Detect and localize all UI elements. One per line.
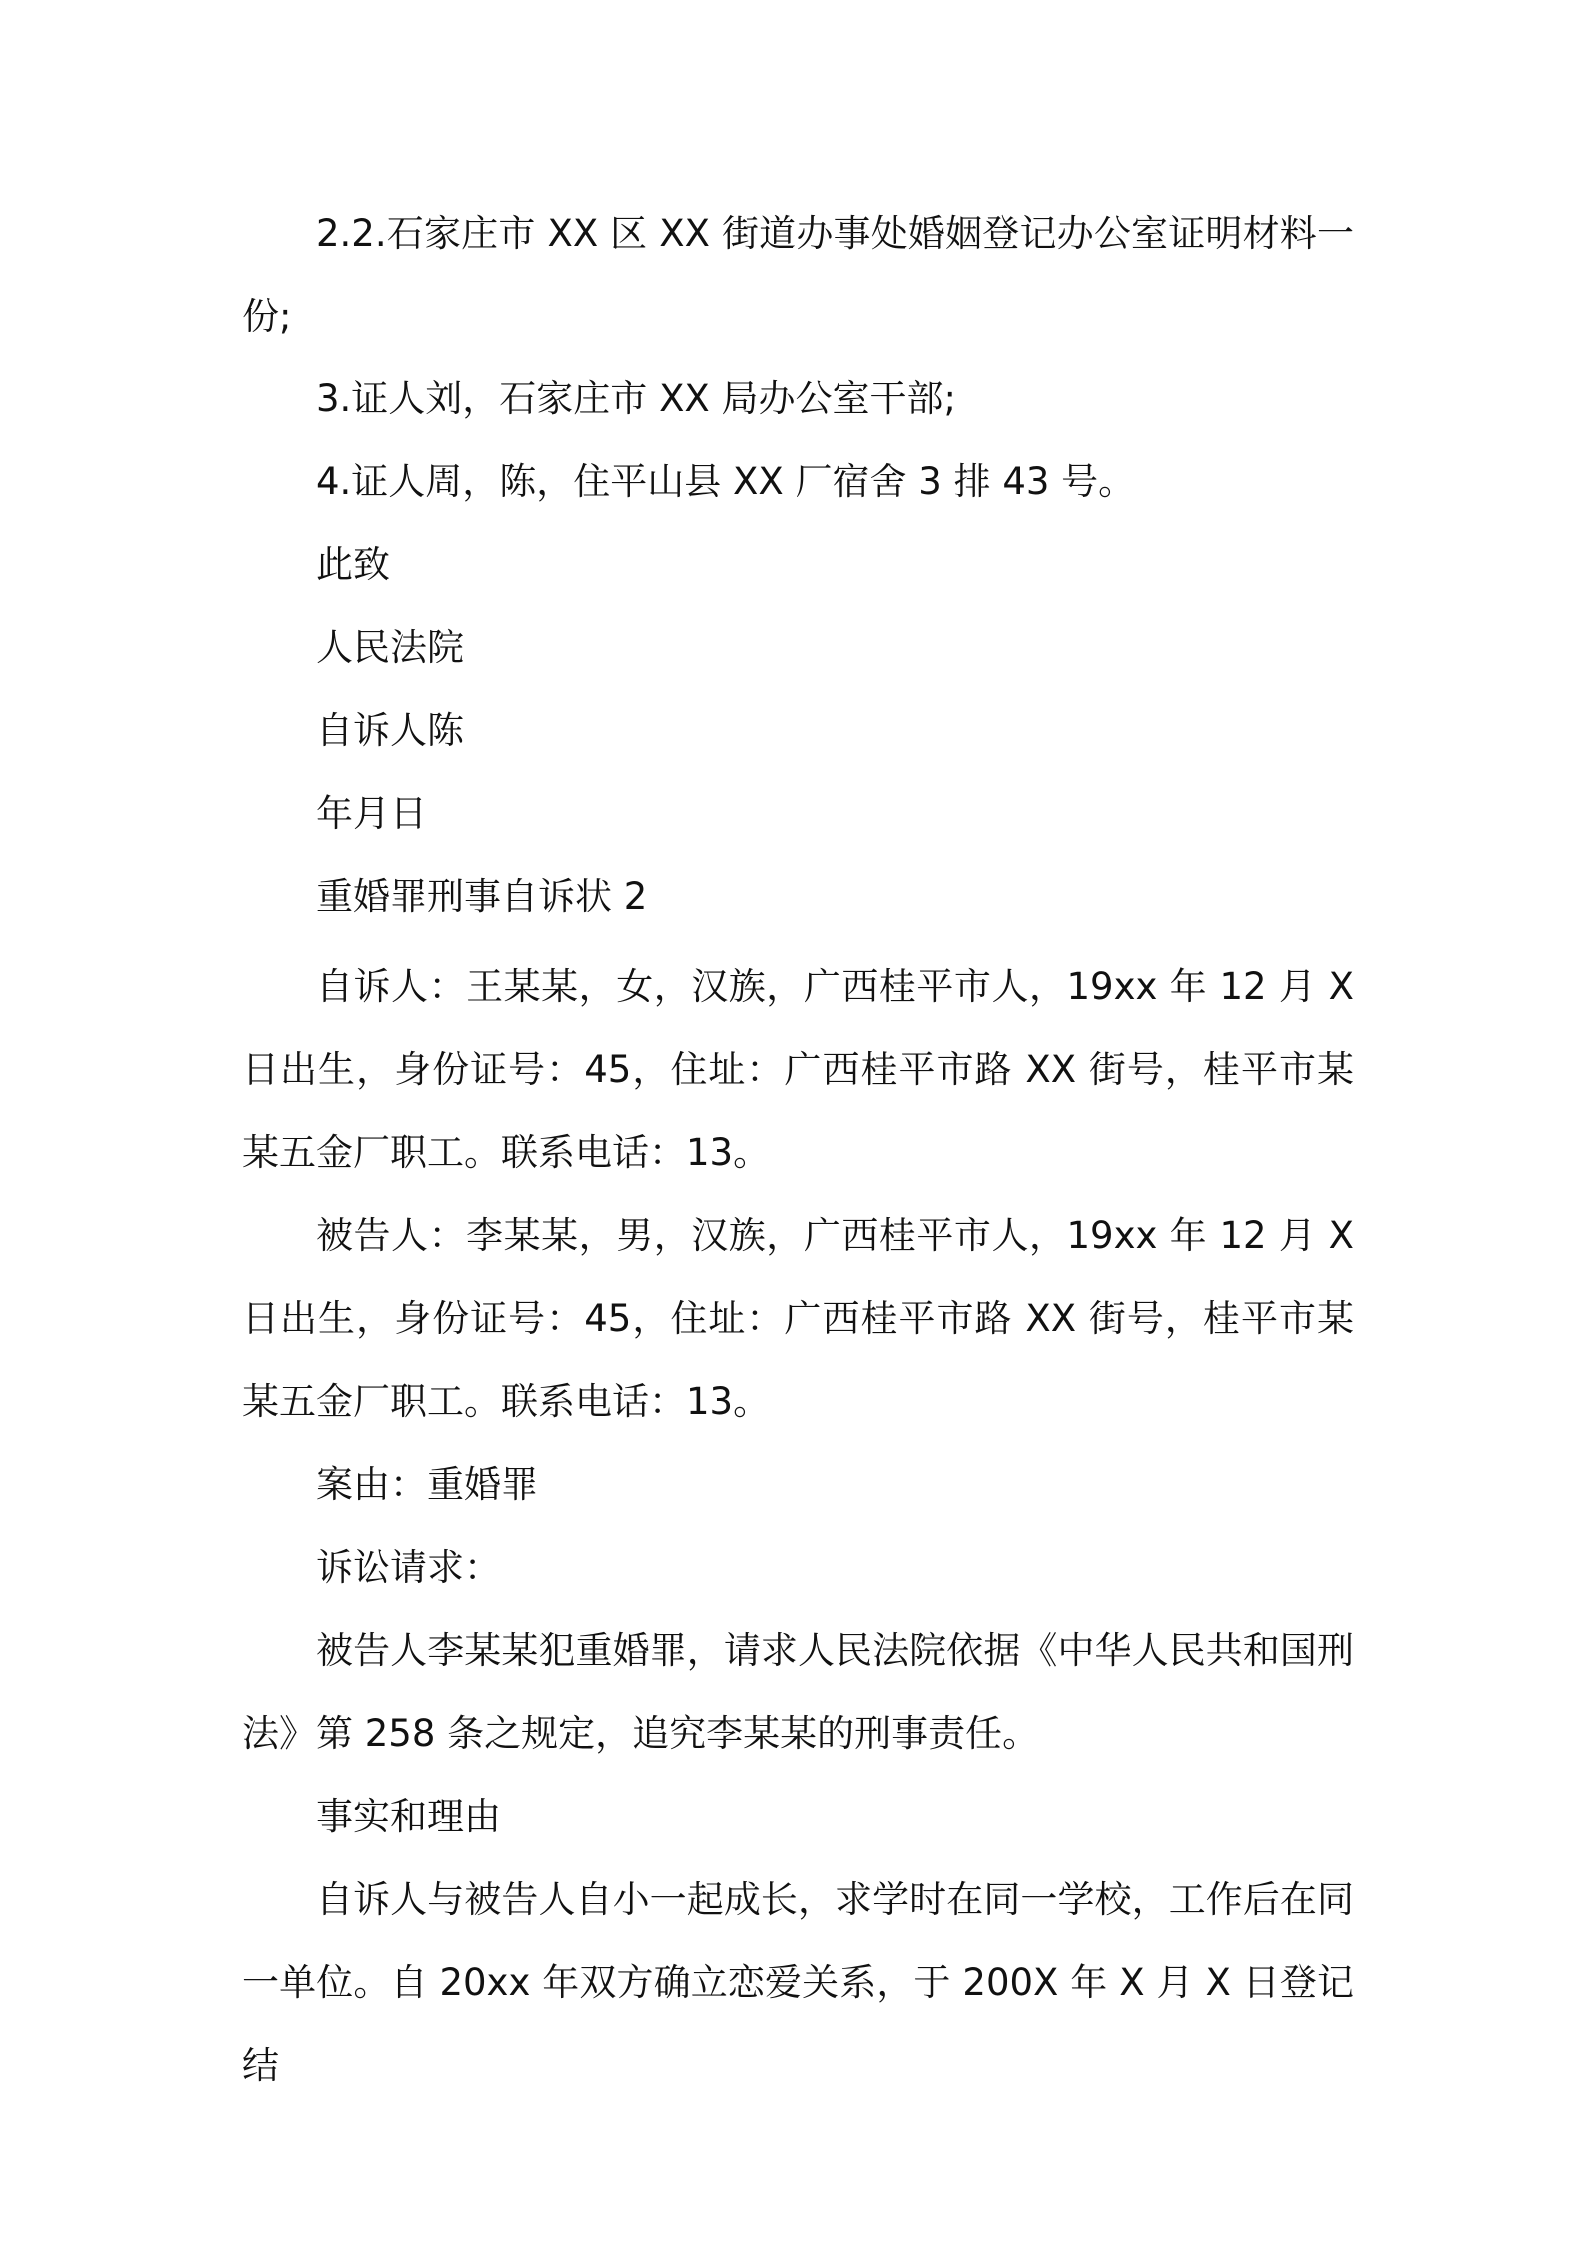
recipient-court: 人民法院 bbox=[316, 626, 464, 669]
evidence-item-3: 3.证人刘，石家庄市 XX 局办公室干部; bbox=[316, 377, 956, 420]
claims-text: 被告人李某某犯重婚罪，请求人民法院依据《中华人民共和国刑法》第 258 条之规定，追究李某某的刑事责任。 bbox=[242, 1629, 1354, 1755]
evidence-item-2: 2.2.石家庄市 XX 区 XX 街道办事处婚姻登记办公室证明材料一份; bbox=[242, 212, 1354, 338]
case-cause: 案由：重婚罪 bbox=[316, 1463, 538, 1506]
claims-heading: 诉讼请求： bbox=[316, 1546, 501, 1589]
signature-plaintiff: 自诉人陈 bbox=[316, 709, 464, 752]
signature-date: 年月日 bbox=[316, 792, 427, 835]
evidence-item-4: 4.证人周，陈，住平山县 XX 厂宿舍 3 排 43 号。 bbox=[316, 460, 1136, 503]
document-section-title: 重婚罪刑事自诉状 2 bbox=[316, 875, 648, 918]
facts-heading: 事实和理由 bbox=[316, 1795, 501, 1838]
facts-text: 自诉人与被告人自小一起成长，求学时在同一学校，工作后在同一单位。自 20xx 年双方确立恋爱关系，于 200X 年 X 月 X 日登记结 bbox=[242, 1878, 1354, 2087]
closing-salutation: 此致 bbox=[316, 543, 390, 586]
defendant-info: 被告人：李某某，男，汉族，广西桂平市人，19xx 年 12 月 X 日出生，身份证号：45，住址：广西桂平市路 XX 街号，桂平市某某五金厂职工。联系电话：13。 bbox=[242, 1214, 1354, 1423]
plaintiff-info: 自诉人：王某某，女，汉族，广西桂平市人，19xx 年 12 月 X 日出生，身份证号：45，住址：广西桂平市路 XX 街号，桂平市某某五金厂职工。联系电话：13。 bbox=[242, 965, 1354, 1174]
